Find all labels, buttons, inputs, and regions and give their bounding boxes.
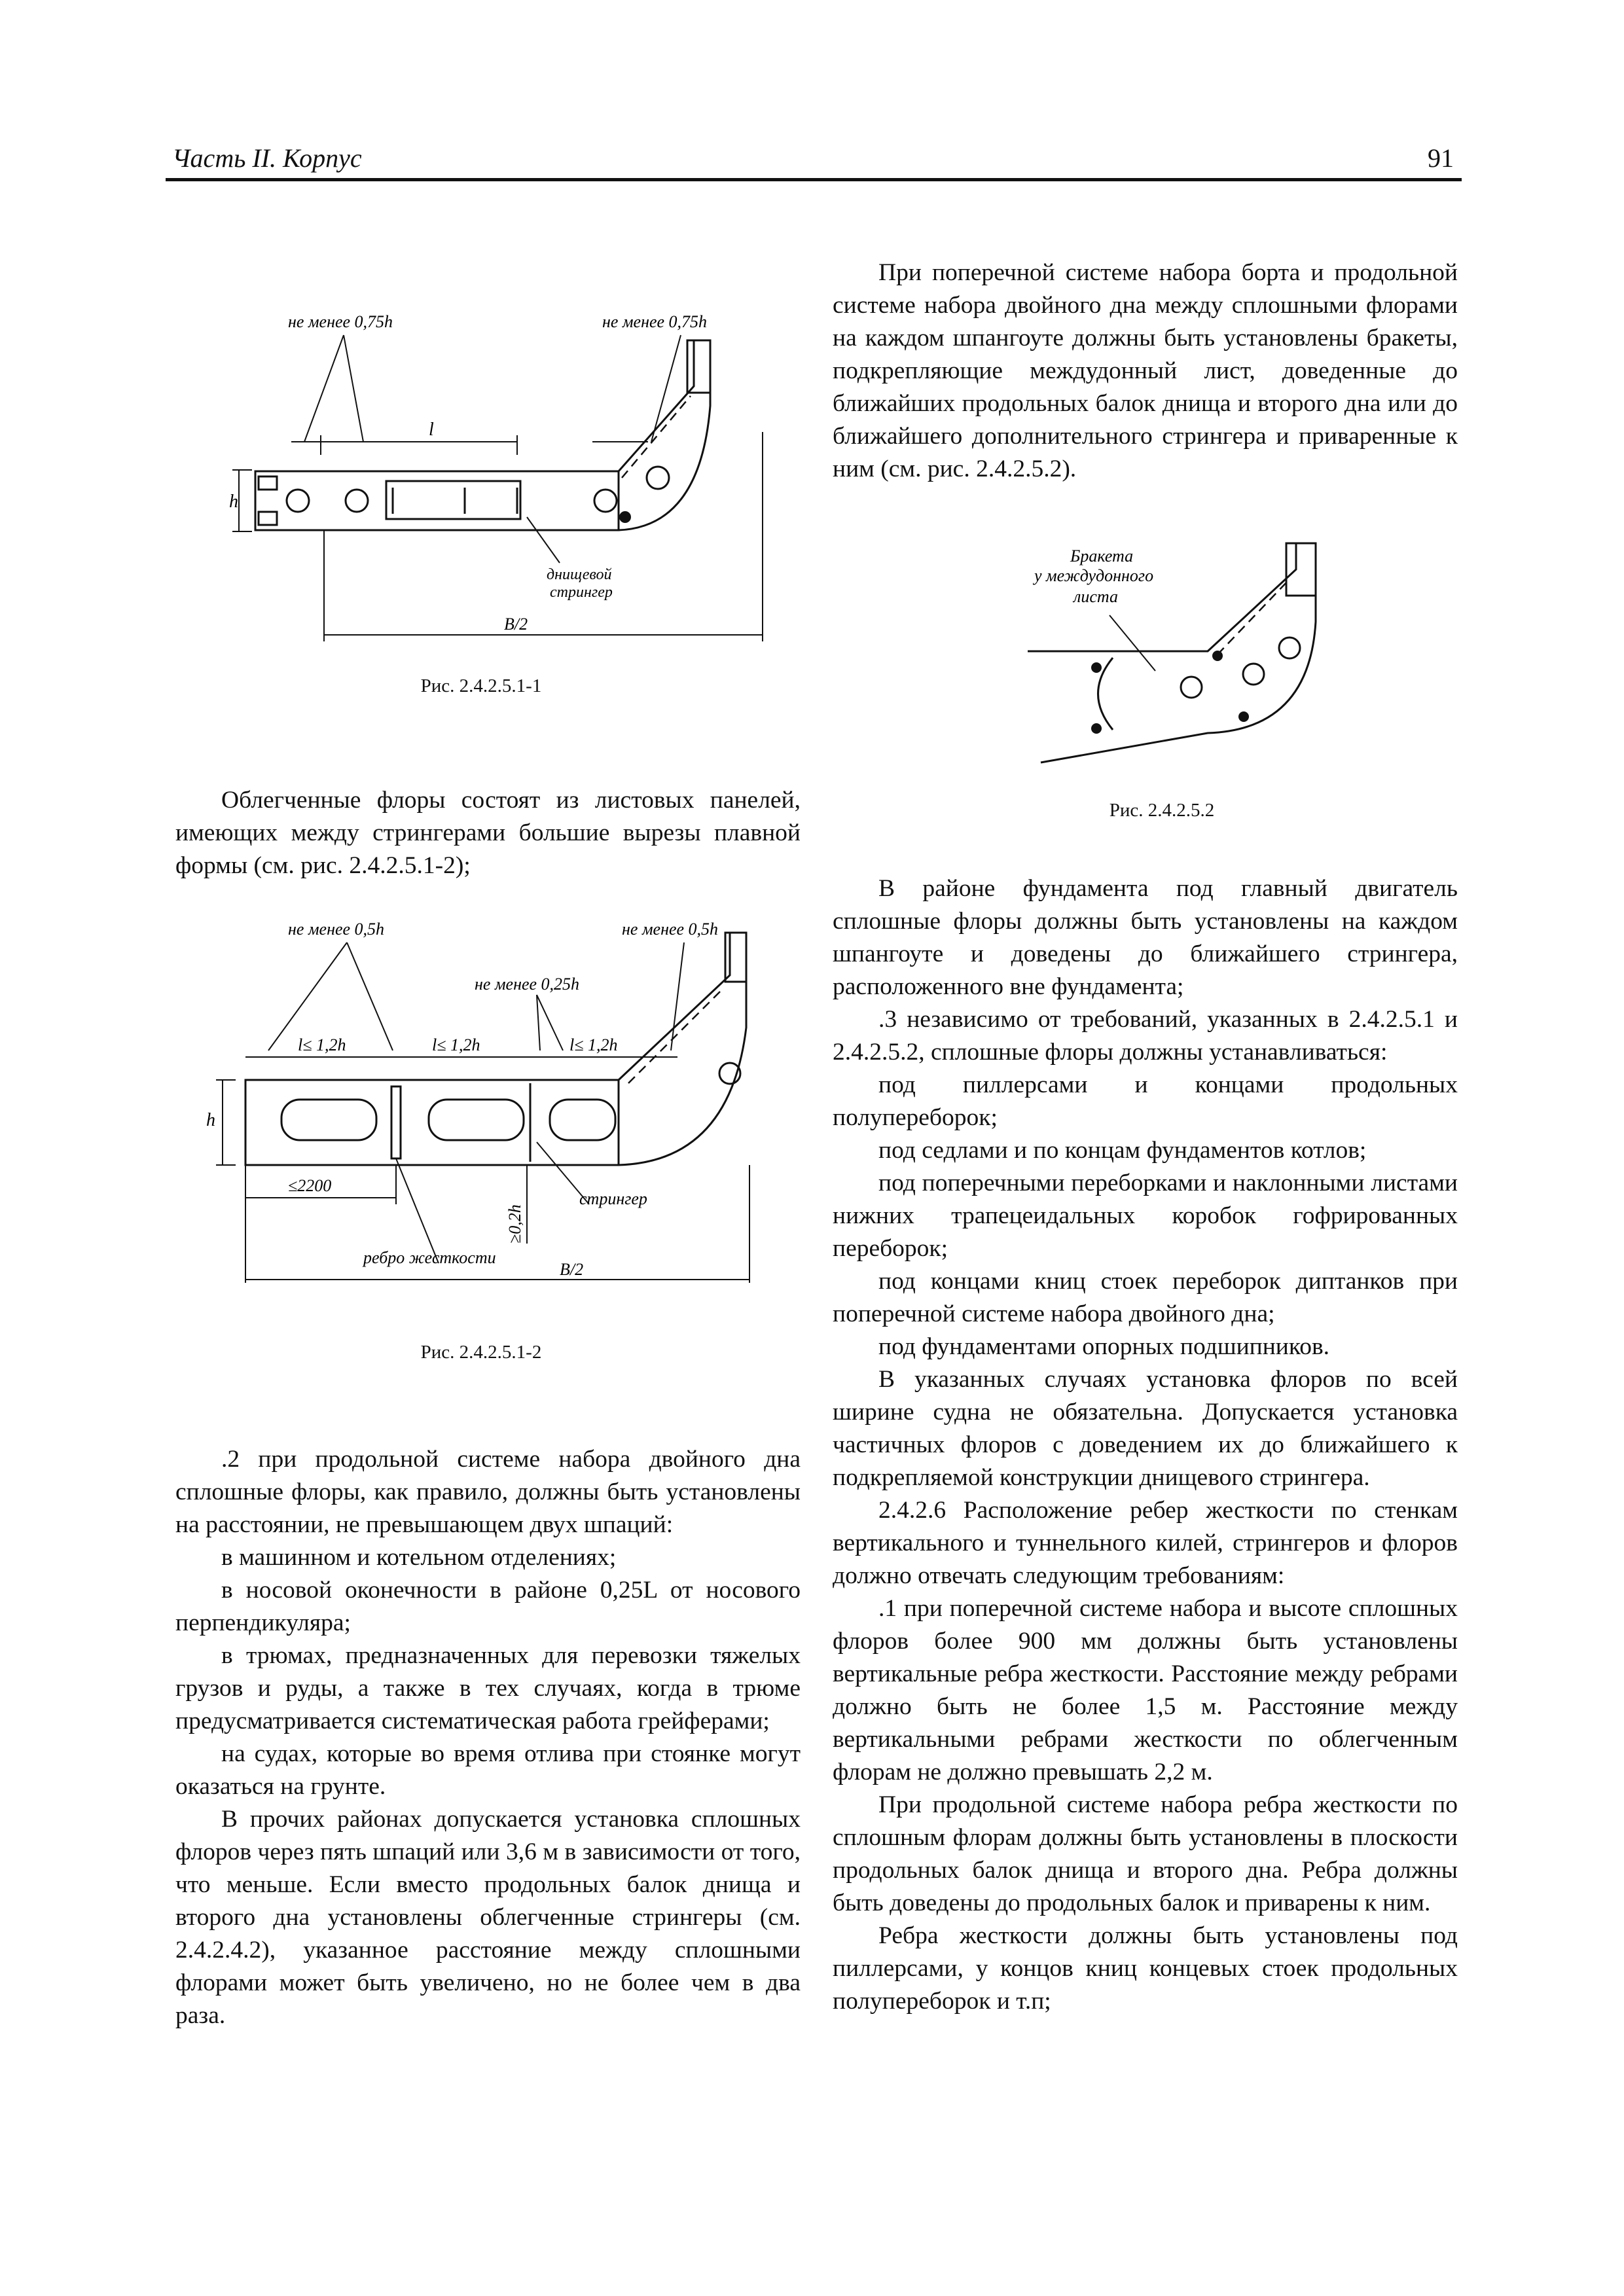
left-item: в трюмах, предназначенных для перевозки тяжелых грузов и руды, а также в тех случаях, когда в трюме предусматривается систематическая работа грейферами;: [175, 1642, 801, 1734]
side-frame: [687, 340, 710, 393]
label-2200: ≤2200: [288, 1176, 332, 1195]
right-item: под поперечными переборками и наклонными листами нижних трапецеидальных коробок гофрированных переборок;: [833, 1170, 1458, 1262]
figure-2-drawing: [196, 916, 772, 1296]
label-stringer: стрингер: [579, 1189, 647, 1208]
page-number: 91: [1428, 143, 1454, 173]
running-title: Часть II. Корпус: [172, 143, 362, 173]
leader-left: [268, 942, 393, 1050]
left-column-text: [175, 1443, 801, 2032]
weld-dot: [1238, 711, 1249, 722]
floor-body: [245, 1080, 619, 1165]
leader: [1110, 615, 1155, 671]
left-item: на судах, которые во время отлива при стоянке могут оказаться на грунте.: [175, 1740, 801, 1800]
right-paragraph-1: При поперечной системе набора борта и продольной системе набора двойного дна между сплошными флорами на каждом шпангоуте должны быть установлены бракеты, подкрепляющие междудонный лист, доведенные до ближайших продольных балок днища и второго дна или до ближайшего дополнительного стрингера и приваренные к ним (см. рис. 2.4.2.5.2).: [833, 259, 1458, 482]
page-header: [166, 143, 1462, 179]
hole: [1181, 677, 1202, 698]
weld-dot: [619, 511, 631, 523]
right-item: Ребра жесткости должны быть установлены под пиллерсами, у концов книц концевых стоек продольных полупереборок и т.п;: [833, 1922, 1458, 2015]
bilge-bracket: [619, 933, 746, 1165]
side-frame: [725, 933, 746, 982]
figure-2-4-2-5-2: [1028, 543, 1335, 785]
figure-3-caption: Рис. 2.4.2.5.2: [1109, 800, 1215, 821]
label-2: у междудонного: [1034, 566, 1154, 585]
lightening-hole: [550, 1100, 615, 1140]
right-item: под седлами и по концам фундаментов котлов;: [878, 1137, 1367, 1164]
hole: [647, 467, 669, 489]
right-item: под концами книц стоек переборок диптанков при поперечной системе набора двойного дна;: [833, 1268, 1458, 1327]
hole: [1243, 664, 1264, 685]
label-left: не менее 0,75h: [288, 312, 393, 331]
left-item: в носовой оконечности в районе 0,25L от носового перпендикуляра;: [175, 1577, 801, 1636]
right-item: В районе фундамента под главный двигатель сплошные флоры должны быть установлены на каждом шпангоуте и доведены до ближайшего стрингера, расположенного вне фундамента;: [833, 875, 1458, 1000]
lightening-hole: [281, 1100, 376, 1140]
label-l2: l≤ 1,2h: [432, 1035, 480, 1054]
right-item: под пиллерсами и концами продольных полупереборок;: [833, 1071, 1458, 1131]
label-h: h: [229, 492, 238, 512]
hole: [1279, 637, 1300, 658]
notch: [259, 512, 277, 525]
label-l: l: [429, 420, 434, 440]
header-rule: [166, 178, 1462, 181]
right-column-text: [833, 872, 1458, 2018]
label-left: не менее 0,5h: [288, 920, 385, 939]
figure-3-drawing: [1028, 543, 1335, 785]
leader-mid: [537, 995, 563, 1050]
dim-b2: [324, 432, 763, 641]
weld-dot: [1212, 651, 1223, 661]
right-item: .1 при поперечной системе набора и высоте сплошных флоров более 900 мм должны быть установлены вертикальные ребра жесткости. Расстояние между ребрами должно быть не более 1,5 м. Расстояние между вертикальными ребрами жесткости по облегченным флорам не должно превышать 2,2 м.: [833, 1595, 1458, 1785]
right-item-3: .3 независимо от требований, указанных в 2.4.2.5.1 и 2.4.2.5.2, сплошные флоры должны устанавливаться:: [833, 1006, 1458, 1066]
notch: [259, 476, 277, 490]
lightening-hole: [429, 1100, 524, 1140]
label-stringer-2: стрингер: [550, 584, 613, 601]
figure-1-drawing: [229, 301, 779, 668]
slot: [386, 481, 520, 519]
label-l1: l≤ 1,2h: [298, 1035, 346, 1054]
rib: [391, 1086, 401, 1158]
weld-dot: [1091, 662, 1102, 673]
figure-2-caption: Рис. 2.4.2.5.1-2: [420, 1342, 542, 1363]
side-frame: [1286, 543, 1316, 596]
right-item: При продольной системе набора ребра жесткости по сплошным флорам должны быть установлены в плоскости продольных балок днища и второго дна. Ребра должны быть доведены до продольных балок и приварены к ним.: [833, 1791, 1458, 1916]
label-b2: B/2: [560, 1260, 584, 1279]
label-rib: ребро жесткости: [363, 1248, 496, 1267]
dim-l: [321, 435, 517, 455]
right-item: В указанных случаях установка флоров по всей ширине судна не обязательна. Допускается установка частичных флоров с доведением их до ближайшего к подкрепляемой конструкции днищевого стрингера.: [833, 1366, 1458, 1491]
label-mid: не менее 0,25h: [475, 975, 580, 994]
leader-left: [304, 335, 363, 442]
figure-2-4-2-5-1-2: [196, 916, 772, 1296]
stringer-leader: [527, 517, 560, 563]
dim-h: [216, 1080, 236, 1165]
hole: [287, 490, 309, 512]
bracket-dash: [1218, 579, 1290, 655]
weld-dot: [1091, 723, 1102, 734]
label-right: не менее 0,75h: [602, 312, 708, 331]
figure-1-caption: Рис. 2.4.2.5.1-1: [420, 675, 542, 696]
label-3: листа: [1074, 587, 1118, 606]
label-stringer-1: днищевой: [547, 566, 612, 583]
left-item: В прочих районах допускается установка сплошных флоров через пять шпаций или 3,6 м в зависимости от того, что меньше. Если вместо продольных балок днища и второго дна установлены облегченные стрингеры (см. 2.4.2.4.2), указанное расстояние между сплошными флорами может быть увеличено, но не более чем в два раза.: [175, 1806, 801, 2029]
label-02h: ≥0,2h: [505, 1204, 524, 1244]
figure-2-4-2-5-1-1: [229, 301, 779, 668]
hole: [346, 490, 368, 512]
label-right: не менее 0,5h: [622, 920, 719, 939]
label-h: h: [206, 1110, 215, 1130]
left-item: в машинном и котельном отделениях;: [221, 1544, 617, 1571]
rib-leader: [396, 1158, 439, 1263]
bracket-dash: [622, 396, 691, 478]
right-item: под фундаментами опорных подшипников.: [878, 1333, 1330, 1360]
section-2-4-2-6: 2.4.2.6 Расположение ребер жесткости по стенкам вертикального и туннельного килей, стрингеров и флоров должно отвечать следующим требованиям:: [833, 1497, 1458, 1589]
label-l3: l≤ 1,2h: [569, 1035, 618, 1054]
stiffeners: [393, 488, 517, 514]
left-paragraph-1: Облегченные флоры состоят из листовых панелей, имеющих между стрингерами большие вырезы плавной формы (см. рис. 2.4.2.5.1-2);: [175, 787, 801, 879]
label-1: Бракета: [1070, 547, 1134, 565]
label-b2: B/2: [504, 615, 528, 634]
bracket-dash: [628, 992, 720, 1083]
bilge-bracket: [619, 340, 710, 530]
left-item-2: .2 при продольной системе набора двойного дна сплошные флоры, как правило, должны быть установлены на расстоянии, не превышающем двух шпаций:: [175, 1446, 801, 1538]
hole: [594, 490, 617, 512]
